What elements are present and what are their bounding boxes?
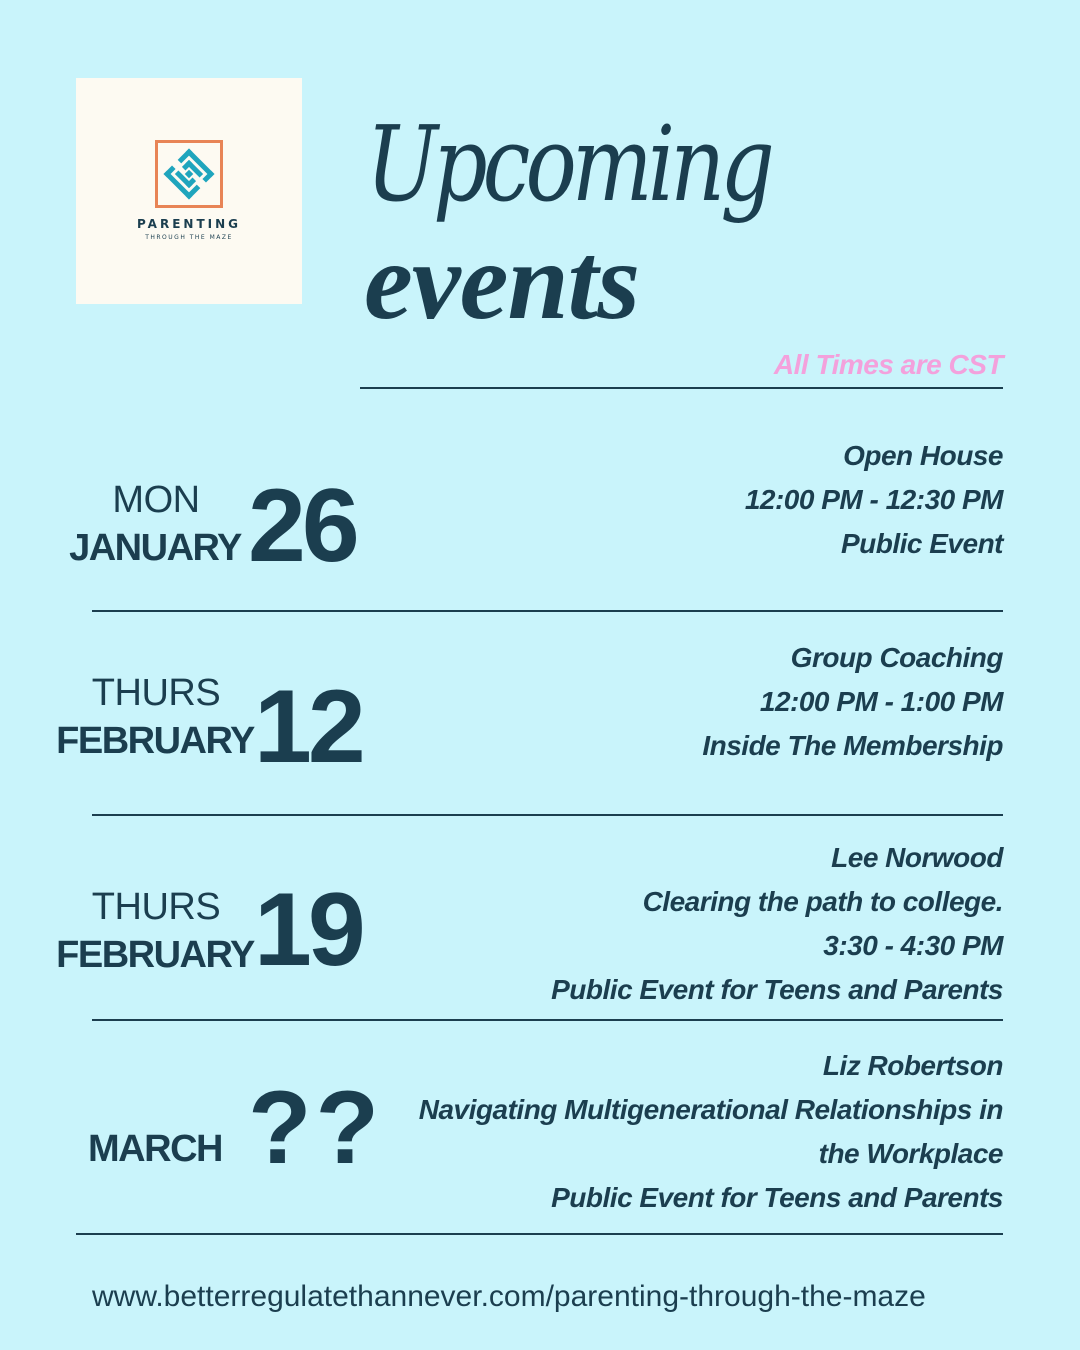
- event-month: MARCH: [88, 1128, 222, 1170]
- event-audience: Inside The Membership: [702, 730, 1003, 761]
- event-details: [745, 434, 1003, 566]
- event-title: Open House: [843, 440, 1003, 471]
- event-time: 3:30 - 4:30 PM: [823, 930, 1003, 961]
- event-title: Navigating Multigenerational Relationships in: [418, 1094, 1003, 1125]
- event-weekday: THURS: [91, 886, 221, 928]
- event-time: 12:00 PM - 12:30 PM: [744, 484, 1003, 515]
- event-speaker: Liz Robertson: [822, 1050, 1003, 1081]
- event-day-number: 12: [254, 669, 362, 785]
- event-details: [702, 636, 1003, 768]
- title-line-events: events: [364, 220, 640, 342]
- maze-logo-icon: [155, 140, 223, 208]
- divider-bottom: [76, 1233, 1003, 1235]
- logo-tagline: THROUGH THE MAZE: [145, 234, 233, 241]
- event-title-continued: the Workplace: [818, 1138, 1003, 1169]
- event-title: Clearing the path to college.: [642, 886, 1003, 917]
- event-month: JANUARY: [69, 527, 241, 569]
- event-day-number: 19: [254, 872, 362, 988]
- event-details: [551, 836, 1003, 1012]
- event-month: FEBRUARY: [56, 720, 254, 762]
- logo-name: PARENTING: [136, 217, 241, 231]
- event-audience: Public Event for Teens and Parents: [551, 974, 1003, 1005]
- title-line-upcoming: Upcoming: [366, 103, 770, 225]
- event-weekday: MON: [112, 479, 200, 521]
- divider-top: [360, 387, 1003, 389]
- event-month: FEBRUARY: [56, 934, 254, 976]
- event-speaker: Lee Norwood: [831, 842, 1003, 873]
- event-title: Group Coaching: [790, 642, 1003, 673]
- logo: [76, 78, 302, 304]
- event-audience: Public Event for Teens and Parents: [551, 1182, 1003, 1213]
- divider: [92, 610, 1003, 612]
- event-details: [419, 1044, 1003, 1220]
- event-day-number: 26: [248, 468, 356, 584]
- event-weekday: THURS: [91, 672, 221, 714]
- timezone-note: All Times are CST: [773, 349, 1003, 380]
- footer-url[interactable]: www.betterregulatethannever.com/parenting-through-the-maze: [92, 1280, 926, 1313]
- divider: [92, 1019, 1003, 1021]
- event-audience: Public Event: [840, 528, 1003, 559]
- event-time: 12:00 PM - 1:00 PM: [759, 686, 1003, 717]
- event-day-number: ??: [248, 1070, 384, 1186]
- divider: [92, 814, 1003, 816]
